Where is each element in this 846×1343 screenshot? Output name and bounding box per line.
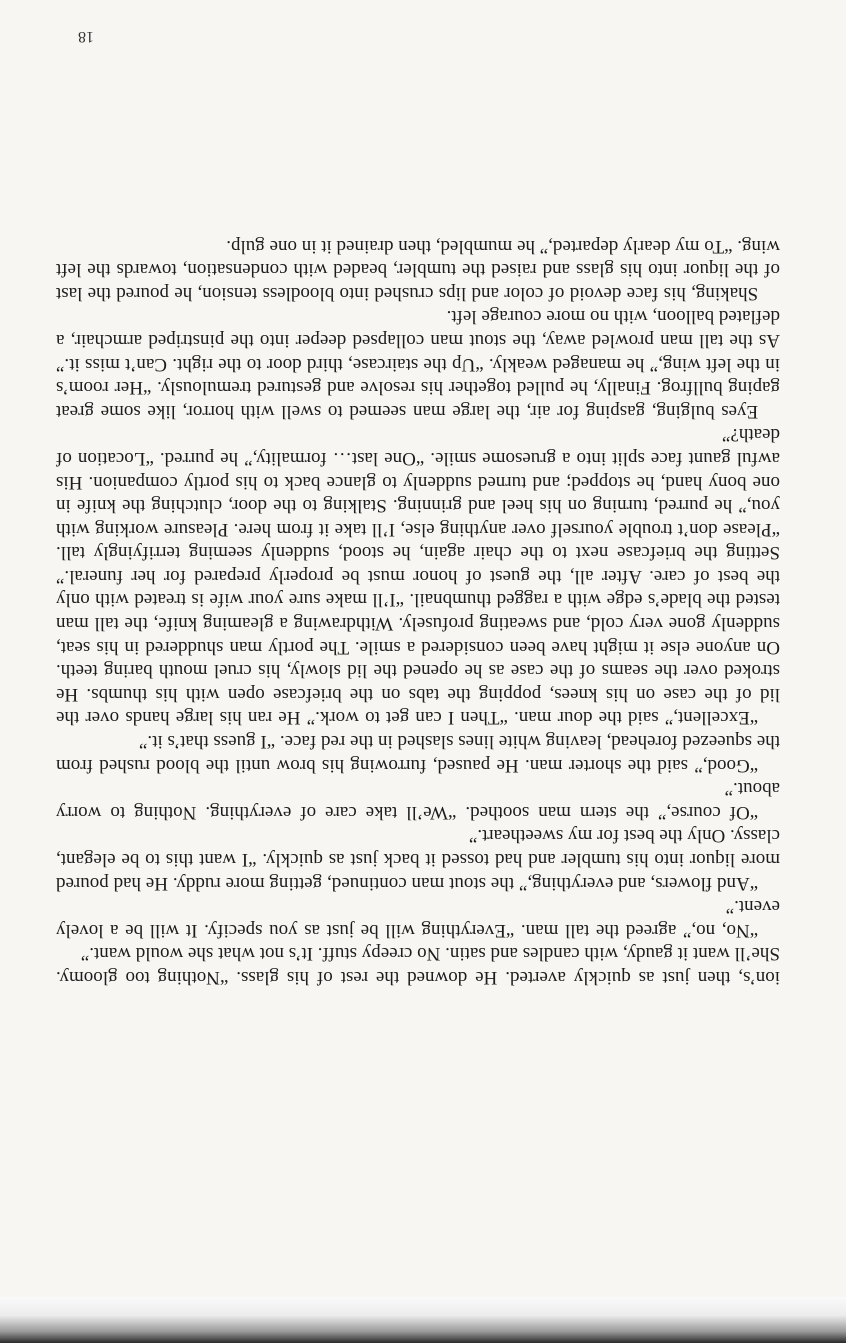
body-text (56, 234, 780, 989)
paragraph: “Excellent,” said the dour man. “Then I can get to work.” He ran his large hands over the lid of the case on his knees, popping the tabs on the briefcase open with his thumbs. He stroked over the seams of the case as he opened the lid slowly, his cruel mouth baring teeth. On anyone else it might have been considered a smile. The portly man shuddered in his seat, suddenly gone very cold, and sweating profusely. Withdrawing a gleaming knife, the tall man tested the blade’s edge with a ragged thumbnail. “I’ll make sure your wife is treated with only the best of care. After all, the guest of honor must be properly prepared for her funeral.” Setting the briefcase next to the chair again, he stood, suddenly seeming terrifyingly tall. “Please don’t trouble yourself over anything else, I’ll take it from here. Pleasure working with you,” he purred, turning on his heel and grinning. Stalking to the door, clutching the knife in one bony hand, he stopped; and turned suddenly to glance back to his portly companion. His awful gaunt face split into a gruesome smile. “One last… formality,” he purred. “Location of death?” (56, 424, 780, 729)
page-number: 18 (78, 28, 94, 45)
paragraph: “Of course,” the stern man soothed. “We’ll take care of everything. Nothing to worry about.” (56, 778, 780, 823)
paragraph: Shaking, his face devoid of color and lips crushed into bloodless tension, he poured the last of the liquor into his glass and raised the tumbler, beaded with condensation, towards the left wing. “To my dearly departed,” he mumbled, then drained it in one gulp. (56, 235, 780, 304)
scan-edge-shadow (0, 1297, 846, 1343)
paragraph: “Good,” said the shorter man. He paused, furrowing his brow until the blood rushed from the squeezed forehead, leaving white lines slashed in the red face. “I guess that’s it.” (56, 731, 780, 776)
paragraph: Eyes bulging, gasping for air, the large man seemed to swell with horror, like some great gaping bullfrog. Finally, he pulled together his resolve and gestured tremulously. “Her room’s in the left wing,” he managed weakly. “Up the staircase, third door to the right. Can’t miss it.” As the tall man prowled away, the stout man collapsed deeper into the pinstriped armchair, a deflated balloon, with no more courage left. (56, 306, 780, 422)
paragraph: “No, no,” agreed the tall man. “Everything will be just as you specify. It will be a lovely event.” (56, 896, 780, 941)
paragraph: “And flowers, and everything,” the stout man continued, getting more ruddy. He had poured more liquor into his tumbler and had tossed it back just as quickly. “I want this to be elegant, classy. Only the best for my sweetheart.” (56, 825, 780, 894)
paragraph: ion’s, then just as quickly averted. He downed the rest of his glass. “Nothing too gloomy. She’ll want it gaudy, with candles and satin. No creepy stuff. It’s not what she would want.” (56, 943, 780, 988)
